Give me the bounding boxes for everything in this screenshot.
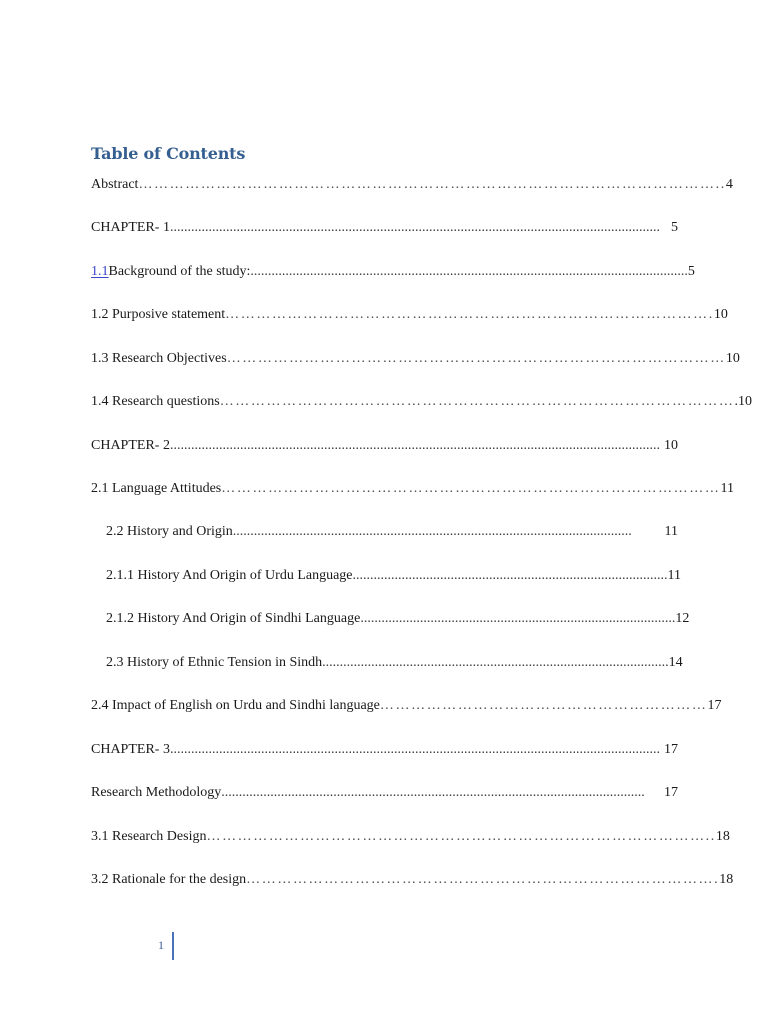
toc-entry-label: 2.1.1 History And Origin of Urdu Language	[106, 568, 353, 583]
toc-leader: ……………………………………………………………………………….	[246, 872, 720, 887]
toc-entry-2-1-1[interactable]	[106, 566, 682, 586]
toc-page-number: 18	[715, 829, 730, 844]
toc-page-number: 11	[664, 524, 678, 539]
toc-leader: ............................................................................................................................................	[169, 220, 660, 235]
toc-entry-label: Background of the study:	[108, 264, 251, 279]
toc-page-number: 17	[707, 698, 722, 713]
toc-page-number: 18	[719, 872, 734, 887]
toc-leader: ..........................................................................................	[360, 611, 676, 626]
toc-page-number: 10	[664, 438, 678, 453]
toc-page-number: 10	[725, 351, 740, 366]
toc-entry-label: 2.4 Impact of English on Urdu and Sindhi language	[91, 698, 380, 713]
footer-divider	[172, 932, 174, 960]
toc-entry-2-3[interactable]	[106, 653, 683, 673]
toc-page-number: 12	[675, 611, 690, 626]
toc-entry-research-methodology[interactable]	[91, 783, 678, 803]
toc-entry-label: 2.1 Language Attitudes	[91, 481, 222, 496]
toc-leader: ………………………………………………………………………………………	[219, 394, 735, 409]
toc-leader: ……………………………………………………………………………………	[226, 351, 726, 366]
toc-entry-label: CHAPTER- 1	[91, 220, 170, 235]
toc-entry-chapter-1[interactable]	[91, 218, 678, 238]
toc-entry-label: 2.2 History and Origin	[106, 524, 233, 539]
toc-entry-3-2[interactable]	[91, 870, 734, 890]
toc-entry-1-3[interactable]	[91, 349, 740, 369]
toc-page-number: 11	[720, 481, 734, 496]
toc-leader: ………………………………………………………………………………….	[225, 307, 714, 322]
toc-page-number: .10	[734, 394, 753, 409]
footer-page-number: 1	[158, 938, 164, 952]
toc-entry-label: 1.2 Purposive statement	[91, 307, 226, 322]
toc-entry-1-1[interactable]	[91, 262, 695, 282]
toc-entry-2-2[interactable]	[106, 522, 678, 542]
toc-entry-label: 2.3 History of Ethnic Tension in Sindh	[106, 655, 323, 670]
toc-entry-label: 1.3 Research Objectives	[91, 351, 227, 366]
toc-leader: ...................................................................................................	[322, 655, 669, 670]
toc-entry-2-1-2[interactable]	[106, 609, 690, 629]
toc-entry-1-2[interactable]	[91, 305, 728, 325]
toc-leader: ..................................................................................................................	[232, 524, 632, 539]
toc-leader: ............................................................................................................................................	[169, 742, 660, 757]
toc-entry-3-1[interactable]	[91, 827, 730, 847]
toc-page-number: 17	[664, 785, 678, 800]
toc-entry-label: Research Methodology	[91, 785, 222, 800]
toc-leader: .........................................................................................................................	[221, 785, 645, 800]
toc-entry-2-1[interactable]	[91, 479, 734, 499]
toc-leader: ……………………………………………………………………………………..	[206, 829, 716, 844]
toc-page-number: 14	[668, 655, 683, 670]
toc-page-number: 5	[671, 220, 678, 235]
toc-page-number: 10	[713, 307, 728, 322]
toc-entry-label: Abstract	[91, 177, 139, 192]
toc-entry-label: 1.4 Research questions	[91, 394, 220, 409]
toc-entry-label: 2.1.2 History And Origin of Sindhi Language	[106, 611, 361, 626]
toc-entry-label: CHAPTER- 2	[91, 438, 170, 453]
toc-entry-label: CHAPTER- 3	[91, 742, 170, 757]
toc-title: Table of Contents	[91, 144, 246, 163]
toc-entry-label: 3.2 Rationale for the design	[91, 872, 247, 887]
toc-leader: ............................................................................................................................................	[169, 438, 660, 453]
toc-page-number: 17	[664, 742, 678, 757]
toc-entry-1-4[interactable]	[91, 392, 753, 412]
toc-page-number: 4	[725, 177, 733, 192]
toc-leader: .............................................................................................................................	[250, 264, 688, 279]
toc-entry-abstract[interactable]	[91, 175, 733, 195]
toc-leader: ……………………………………………………………………………………	[221, 481, 721, 496]
toc-leader: ..........................................................................................	[352, 568, 668, 583]
toc-leader: ………………………………………………………	[379, 698, 708, 713]
toc-entry-chapter-2[interactable]	[91, 436, 678, 456]
toc-entry-2-4[interactable]	[91, 696, 722, 716]
toc-page-number: 5	[687, 264, 695, 279]
toc-leader: …………………………………………………………………………………………………..	[138, 177, 726, 192]
toc-entry-number-link[interactable]: 1.1	[91, 264, 109, 279]
toc-page-number: 11	[667, 568, 682, 583]
toc-entry-label: 3.1 Research Design	[91, 829, 207, 844]
toc-entry-chapter-3[interactable]	[91, 740, 678, 760]
